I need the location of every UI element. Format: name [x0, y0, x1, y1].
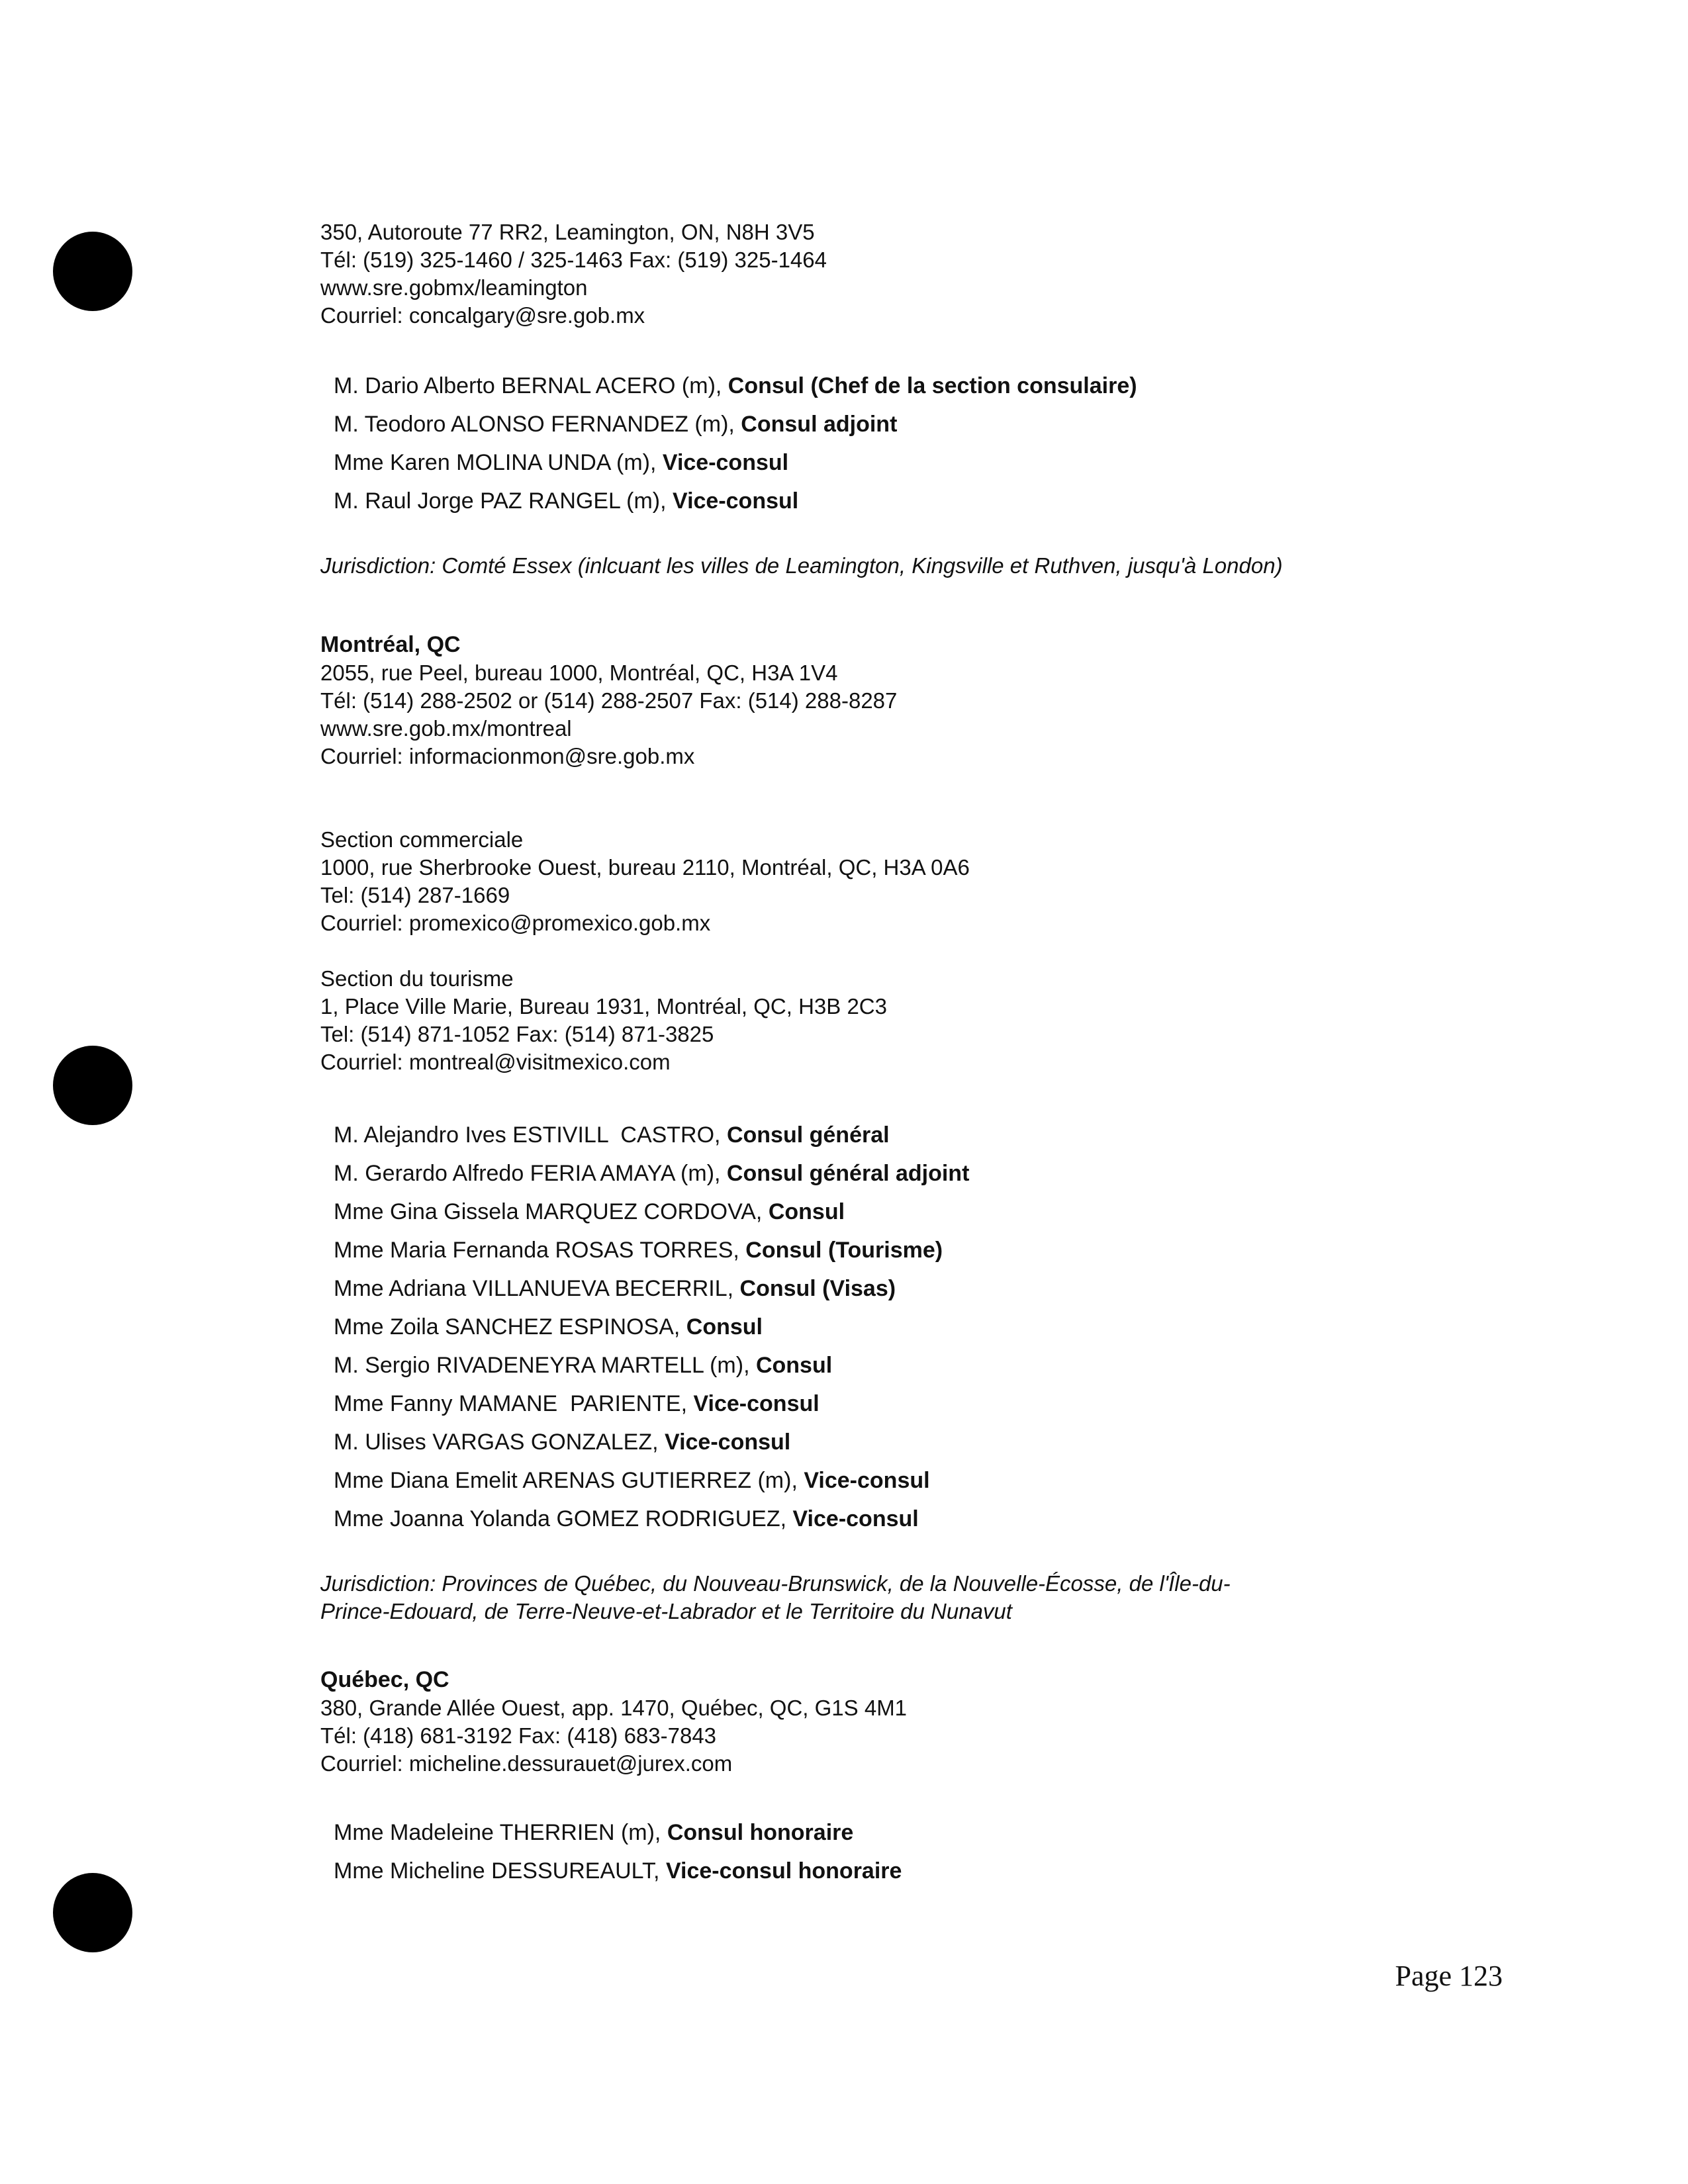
punch-hole-top [53, 232, 132, 311]
person-entry: Mme Joanna Yolanda GOMEZ RODRIGUEZ, Vice-consul [334, 1506, 919, 1531]
phone-line: Tél: (514) 288-2502 or (514) 288-2507 Fax: (514) 288-8287 [320, 688, 898, 713]
address-line: 350, Autoroute 77 RR2, Leamington, ON, N8H 3V5 [320, 220, 815, 244]
person-entry: M. Teodoro ALONSO FERNANDEZ (m), Consul adjoint [334, 412, 898, 437]
address-line: 380, Grande Allée Ouest, app. 1470, Québec, QC, G1S 4M1 [320, 1696, 908, 1720]
person-title: Vice-consul [792, 1506, 919, 1531]
leamington-address-block [320, 218, 1578, 330]
address-line: 1000, rue Sherbrooke Ouest, bureau 2110, Montréal, QC, H3A 0A6 [320, 855, 970, 880]
person-entry: M. Alejandro Ives ESTIVILL CASTRO, Consul général [334, 1122, 890, 1148]
page-number: Page 123 [1395, 1960, 1503, 1992]
person-title: Consul (Tourisme) [745, 1238, 943, 1263]
person-title: Consul (Visas) [739, 1276, 896, 1301]
montreal-city-heading: Montréal, QC [320, 632, 461, 657]
person-entry: Mme Fanny MAMANE PARIENTE, Vice-consul [334, 1391, 820, 1416]
email-line: Courriel: micheline.dessurauet@jurex.com [320, 1751, 733, 1776]
person-entry: M. Sergio RIVADENEYRA MARTELL (m), Consul [334, 1353, 833, 1378]
montreal-commercial-section [320, 826, 1578, 937]
person-title: Vice-consul [665, 1430, 791, 1455]
person-title: Vice-consul [673, 488, 799, 514]
punch-hole-middle [53, 1046, 132, 1125]
montreal-jurisdiction [320, 1570, 1578, 1625]
person-title: Consul [768, 1199, 845, 1224]
person-entry: Mme Adriana VILLANUEVA BECERRIL, Consul (Visas) [334, 1276, 896, 1301]
person-title: Consul [755, 1353, 833, 1378]
leamington-persons [334, 367, 1578, 520]
person-entry: Mme Diana Emelit ARENAS GUTIERREZ (m), Vice-consul [334, 1468, 930, 1493]
phone-line: Tél: (519) 325-1460 / 325-1463 Fax: (519) 325-1464 [320, 248, 827, 272]
jurisdiction-line: Jurisdiction: Provinces de Québec, du Nouveau-Brunswick, de la Nouvelle-Écosse, de l'Île-du- [320, 1571, 1231, 1596]
montreal-persons [334, 1116, 1578, 1538]
phone-line: Tél: (418) 681-3192 Fax: (418) 683-7843 [320, 1723, 717, 1748]
section-title: Section du tourisme [320, 966, 514, 991]
address-line: 2055, rue Peel, bureau 1000, Montréal, QC, H3A 1V4 [320, 660, 838, 685]
quebec-address-block [320, 1694, 1578, 1778]
person-title: Vice-consul [804, 1468, 930, 1493]
person-title: Vice-consul [662, 450, 789, 475]
email-line: Courriel: montreal@visitmexico.com [320, 1050, 671, 1074]
person-title: Vice-consul [693, 1391, 820, 1416]
phone-line: Tel: (514) 871-1052 Fax: (514) 871-3825 [320, 1022, 714, 1046]
address-line: 1, Place Ville Marie, Bureau 1931, Montréal, QC, H3B 2C3 [320, 994, 887, 1019]
website-line: www.sre.gobmx/leamington [320, 275, 588, 300]
person-entry: Mme Micheline DESSUREAULT, Vice-consul honoraire [334, 1858, 902, 1884]
person-entry: Mme Madeleine THERRIEN (m), Consul honoraire [334, 1820, 854, 1845]
person-entry: M. Ulises VARGAS GONZALEZ, Vice-consul [334, 1430, 791, 1455]
person-title: Consul honoraire [667, 1820, 854, 1845]
montreal-tourism-section [320, 965, 1578, 1076]
person-title: Vice-consul honoraire [665, 1858, 902, 1884]
person-title: Consul adjoint [741, 412, 898, 437]
montreal-address-block [320, 659, 1578, 770]
person-entry: M. Gerardo Alfredo FERIA AMAYA (m), Consul général adjoint [334, 1161, 970, 1186]
leamington-jurisdiction: Jurisdiction: Comté Essex (inlcuant les villes de Leamington, Kingsville et Ruthven, jusqu'à London) [320, 553, 1283, 578]
person-entry: M. Dario Alberto BERNAL ACERO (m), Consul (Chef de la section consulaire) [334, 373, 1137, 398]
section-title: Section commerciale [320, 827, 524, 852]
email-line: Courriel: informacionmon@sre.gob.mx [320, 744, 695, 768]
email-line: Courriel: promexico@promexico.gob.mx [320, 911, 711, 935]
person-title: Consul général adjoint [726, 1161, 970, 1186]
document-page [320, 218, 1578, 1890]
person-entry: Mme Gina Gissela MARQUEZ CORDOVA, Consul [334, 1199, 845, 1224]
website-line: www.sre.gob.mx/montreal [320, 716, 572, 741]
quebec-persons [334, 1813, 1578, 1890]
person-entry: Mme Karen MOLINA UNDA (m), Vice-consul [334, 450, 789, 475]
person-entry: M. Raul Jorge PAZ RANGEL (m), Vice-consul [334, 488, 799, 514]
person-entry: Mme Zoila SANCHEZ ESPINOSA, Consul [334, 1314, 763, 1340]
email-line: Courriel: concalgary@sre.gob.mx [320, 303, 645, 328]
quebec-city-heading: Québec, QC [320, 1667, 449, 1692]
person-title: Consul [686, 1314, 763, 1340]
jurisdiction-line: Prince-Edouard, de Terre-Neuve-et-Labrador et le Territoire du Nunavut [320, 1599, 1012, 1623]
person-title: Consul (Chef de la section consulaire) [727, 373, 1137, 398]
person-title: Consul général [726, 1122, 890, 1148]
phone-line: Tel: (514) 287-1669 [320, 883, 510, 907]
punch-hole-bottom [53, 1873, 132, 1952]
person-entry: Mme Maria Fernanda ROSAS TORRES, Consul (Tourisme) [334, 1238, 943, 1263]
